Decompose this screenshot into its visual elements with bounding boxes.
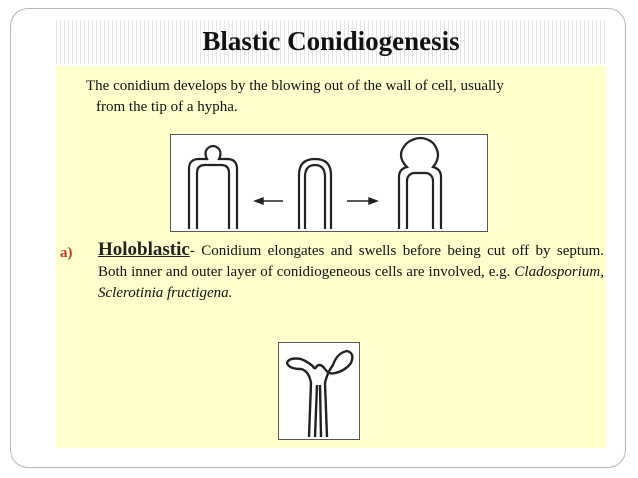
blastic-development-figure (170, 134, 488, 232)
holoblastic-figure (278, 342, 360, 440)
intro-paragraph (86, 76, 601, 118)
blastic-development-diagram (171, 135, 487, 231)
slide-title: Blastic Conidiogenesis (202, 26, 460, 56)
holoblastic-examples: Cladosporium, Sclerotinia fructigena. (98, 264, 604, 301)
holoblastic-text: - Conidium elongates and swells before being cut off by septum. Both inner and outer layer of conidiogeneous cells are involved, e.g. (98, 243, 604, 280)
holoblastic-diagram (279, 343, 359, 439)
intro-line-2: from the tip of a hypha. (96, 99, 238, 115)
holoblastic-description (98, 239, 604, 304)
list-marker: a) (60, 245, 73, 261)
content-panel (56, 66, 606, 448)
intro-line-1: The conidium develops by the blowing out of the wall of cell, usually (86, 78, 504, 94)
holoblastic-term: Holoblastic (98, 239, 190, 260)
